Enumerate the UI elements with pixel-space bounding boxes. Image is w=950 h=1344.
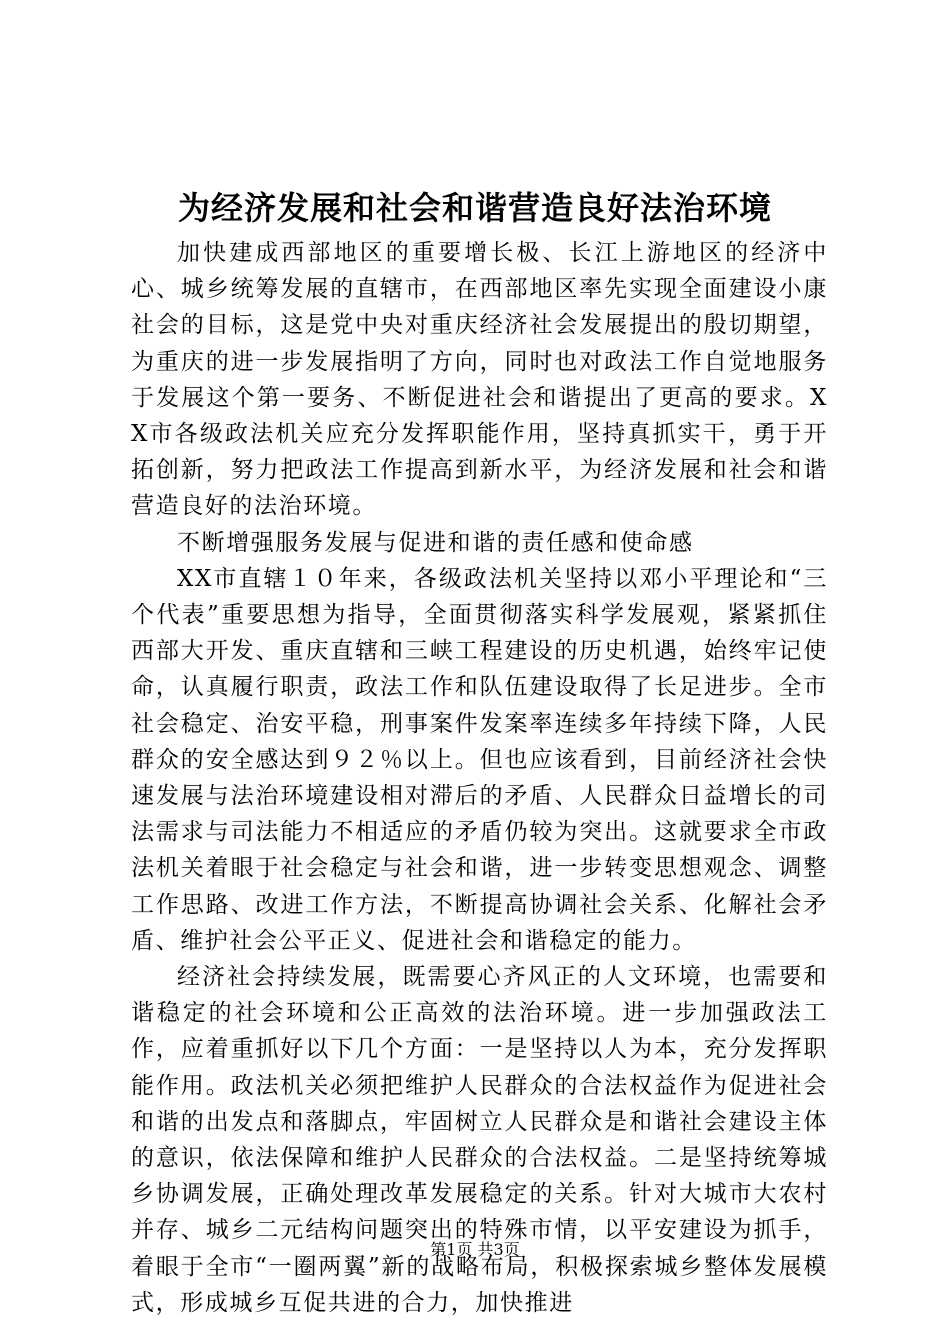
page-number-footer: 第1页 共3页	[430, 1240, 520, 1259]
document-title: 为经济发展和社会和谐营造良好法治环境	[177, 189, 772, 227]
paragraph-history: XX市直辖１０年来，各级政法机关坚持以邓小平理论和“三个代表”重要思想为指导，全面贯彻落实科学发展观，紧紧抓住西部大开发、重庆直辖和三峡工程建设的历史机遇，始终牢记使命，认真履行职责，政法工作和队伍建设取得了长足进步。全市社会稳定、治安平稳，刑事案件发案率连续多年持续下降，人民群众的安全感达到９２％以上。但也应该看到，目前经济社会快速发展与法治环境建设相对滞后的矛盾、人民群众日益增长的司法需求与司法能力不相适应的矛盾仍较为突出。这就要求全市政法机关着眼于社会稳定与社会和谐，进一步转变思想观念、调整工作思路、改进工作方法，不断提高协调社会关系、化解社会矛盾、维护社会公平正义、促进社会和谐稳定的能力。	[131, 565, 828, 954]
paragraph-intro: 加快建成西部地区的重要增长极、长江上游地区的经济中心、城乡统筹发展的直辖市，在西部地区率先实现全面建设小康社会的目标，这是党中央对重庆经济社会发展提出的殷切期望，为重庆的进一步发展指明了方向，同时也对政法工作自觉地服务于发展这个第一要务、不断促进社会和谐提出了更高的要求。XX市各级政法机关应充分发挥职能作用，坚持真抓实干，勇于开拓创新，努力把政法工作提高到新水平，为经济发展和社会和谐营造良好的法治环境。	[131, 240, 828, 520]
document-body	[131, 235, 828, 1321]
paragraph-measures: 经济社会持续发展，既需要心齐风正的人文环境，也需要和谐稳定的社会环境和公正高效的法治环境。进一步加强政法工作，应着重抓好以下几个方面：一是坚持以人为本，充分发挥职能作用。政法机关必须把维护人民群众的合法权益作为促进社会和谐的出发点和落脚点，牢固树立人民群众是和谐社会建设主体的意识，依法保障和维护人民群众的合法权益。二是坚持统筹城乡协调发展，正确处理改革发展稳定的关系。针对大城市大农村并存、城乡二元结构问题突出的特殊市情，以平安建设为抓手，着眼于全市“一圈两翼”新的战略布局，积极探索城乡整体发展模式，形成城乡互促共进的合力，加快推进	[131, 964, 828, 1316]
section-heading: 不断增强服务发展与促进和谐的责任感和使命感	[177, 529, 694, 556]
